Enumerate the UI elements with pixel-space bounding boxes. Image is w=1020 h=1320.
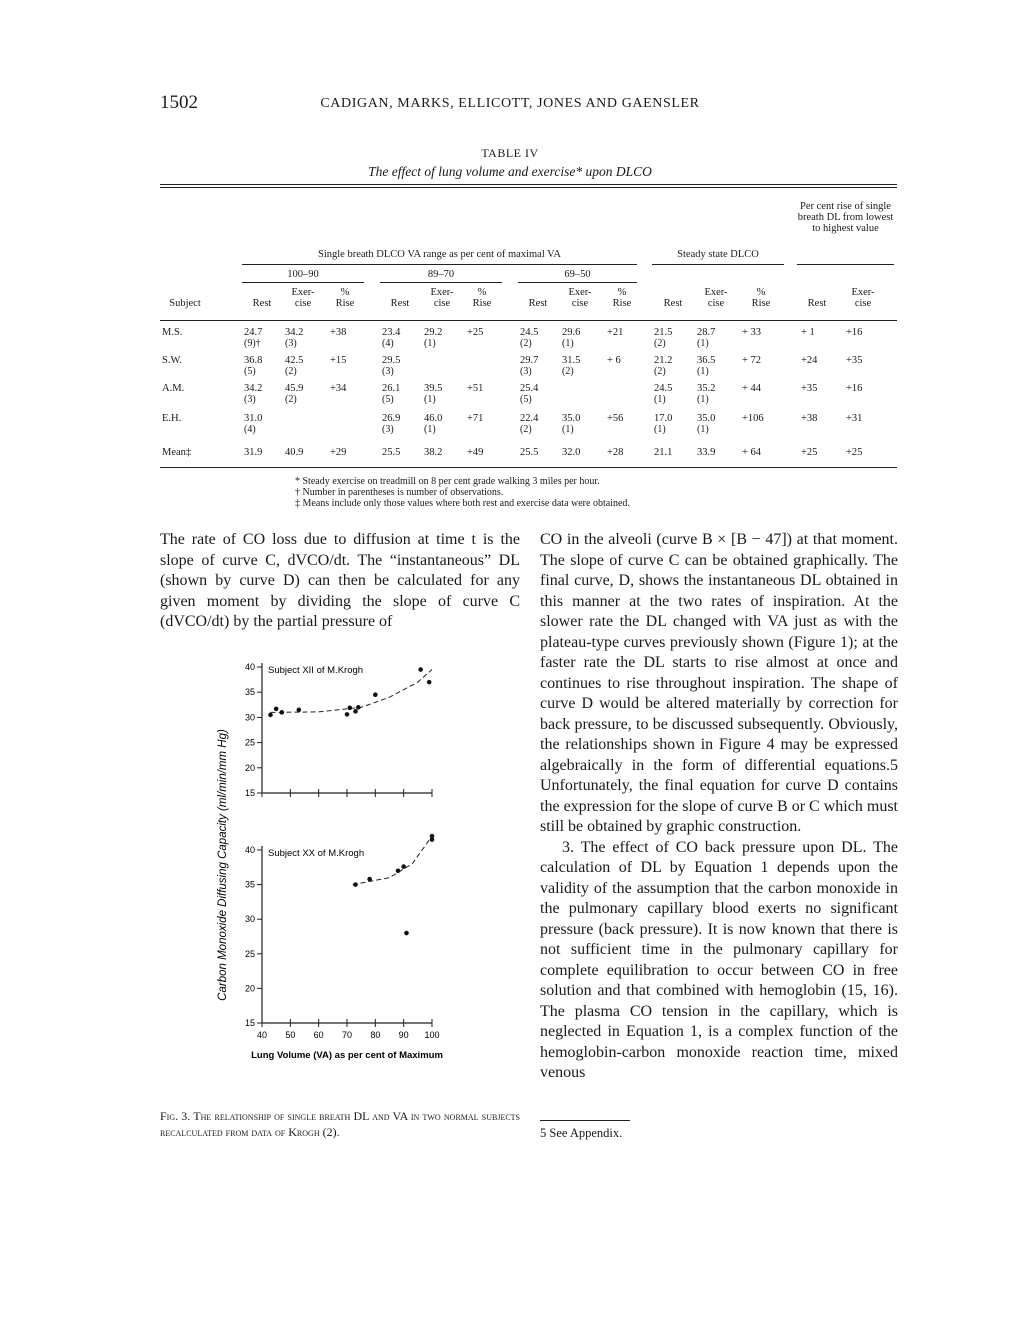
range-header-2: 89–70 [427, 269, 455, 280]
data-point [396, 868, 401, 873]
table-cell [330, 355, 346, 366]
cell-value: 26.1 [382, 383, 401, 394]
range-rule-2 [380, 282, 502, 283]
y-tick-label: 20 [244, 983, 255, 994]
cell-value: 39.5 [424, 383, 443, 394]
table-cell [697, 447, 715, 458]
x-tick-label: 80 [370, 1030, 381, 1040]
table-cell [742, 383, 761, 394]
col-header-exercise: Exer- cise [291, 287, 315, 309]
table-cell [424, 413, 442, 435]
table-top-rule [160, 184, 897, 185]
table-cell [742, 447, 761, 458]
table-cell [424, 447, 442, 458]
table-cell [244, 413, 262, 435]
cell-value: 29.5 [382, 355, 401, 366]
figure-3-chart [200, 655, 500, 1100]
table-cell [846, 355, 862, 366]
table-cell [654, 447, 672, 458]
data-point [356, 705, 361, 710]
cell-value: 29.6 [562, 327, 581, 338]
cell-value: +38 [801, 413, 818, 424]
cell-observations: (3) [520, 366, 532, 377]
table-cell [801, 413, 817, 424]
group-rule-percent [797, 264, 894, 265]
col-header-rise: % Rise [335, 287, 355, 309]
cell-value: +31 [846, 413, 863, 424]
cell-value: 40.9 [285, 447, 304, 458]
cell-value: + 64 [742, 447, 762, 458]
panel-title: Subject XII of M.Krogh [268, 665, 364, 676]
data-point [367, 877, 372, 882]
table-cell [742, 413, 764, 424]
cell-value: 21.1 [654, 447, 673, 458]
cell-value: +71 [467, 413, 484, 424]
cell-observations: (1) [424, 394, 436, 405]
table-cell [697, 327, 715, 349]
x-tick-label: 50 [285, 1030, 296, 1040]
table-cell [607, 447, 623, 458]
group-rule-single [242, 264, 637, 265]
cell-observations: (2) [654, 366, 666, 377]
cell-value: 36.5 [697, 355, 716, 366]
table-cell [562, 447, 580, 458]
cell-value: 32.0 [562, 447, 581, 458]
table-cell [801, 447, 817, 458]
col-header-rise: % Rise [612, 287, 632, 309]
cell-observations: (3) [244, 394, 256, 405]
table-cell [562, 327, 580, 349]
col-header-rest: Rest [663, 298, 683, 309]
cell-value: 38.2 [424, 447, 443, 458]
cell-value: 21.2 [654, 355, 673, 366]
cell-value: +28 [607, 447, 624, 458]
table-cell [330, 383, 346, 394]
table-cell [285, 327, 303, 349]
table-cell [520, 447, 538, 458]
col-header-rise: % Rise [751, 287, 771, 309]
cell-value: +29 [330, 447, 347, 458]
table-cell [244, 355, 262, 377]
table-cell [467, 383, 483, 394]
table-cell [330, 447, 346, 458]
table-cell [846, 447, 862, 458]
cell-observations: (1) [697, 424, 709, 435]
table-cell [285, 355, 303, 377]
table-cell [607, 413, 623, 424]
cell-value: 31.0 [244, 413, 263, 424]
table-cell [562, 413, 580, 435]
data-point [268, 713, 273, 718]
col-header-rest: Rest [807, 298, 827, 309]
table-cell [382, 383, 400, 405]
x-tick-label: 100 [424, 1030, 440, 1040]
row-subject: Mean‡ [162, 447, 192, 458]
cell-value: 35.0 [562, 413, 581, 424]
table-cell [467, 447, 483, 458]
row-subject: A.M. [162, 383, 185, 394]
col-header-subject: Subject [169, 298, 201, 309]
table-cell [801, 355, 817, 366]
cell-value: 24.5 [654, 383, 673, 394]
cell-value: 34.2 [244, 383, 263, 394]
table-cell [607, 355, 621, 366]
table-cell [846, 383, 862, 394]
group-header-single-breath: Single breath DLCO VA range as per cent of maximal VA [317, 249, 561, 260]
cell-value: +16 [846, 383, 863, 394]
cell-observations: (1) [654, 394, 666, 405]
cell-value: +25 [467, 327, 484, 338]
figure-caption-text: Fig. 3. The relationship of single breath DL and VA in two normal subjects recalculated from data of Krogh (2). [160, 1109, 520, 1139]
cell-value: 29.7 [520, 355, 539, 366]
col-header-rest: Rest [528, 298, 548, 309]
right-paragraph-2: 3. The effect of CO back pressure upon DL. The calculation of DL by Equation 1 depends upon the validity of the assumption that the carbon monoxide in the pulmonary capillary blood exerts no significant pressure (back pressure). It is now known that there is not sufficient time in the pulmonary capillary for complete equilibration to occur between CO in free solution and that combined with hemoglobin (15, 16). The plasma CO tension in the capillary, which is neglected in Equation 1, is a complex function of the hemoglobin-carbon monoxide reaction time, mixed venous [540, 838, 898, 1081]
table-cell [801, 383, 817, 394]
table-cell [697, 383, 715, 405]
header-bottom-rule [160, 320, 897, 321]
fit-curve [353, 836, 432, 884]
col-header-exercise: Exer- cise [430, 287, 454, 309]
table-cell [244, 447, 262, 458]
cell-observations: (9)† [244, 338, 261, 349]
x-axis-label: Lung Volume (VA) as per cent of Maximum [251, 1050, 443, 1061]
cell-value: 17.0 [654, 413, 673, 424]
range-rule-1 [242, 282, 364, 283]
cell-value: +34 [330, 383, 347, 394]
y-tick-label: 30 [244, 914, 255, 925]
data-point [353, 709, 358, 714]
col-header-exercise: Exer- cise [568, 287, 592, 309]
table-cell [382, 413, 400, 435]
footnote-rule [540, 1120, 630, 1121]
cell-value: + 6 [607, 355, 621, 366]
cell-value: 29.2 [424, 327, 443, 338]
table-cell [330, 327, 346, 338]
cell-observations: (1) [654, 424, 666, 435]
table-cell [382, 447, 400, 458]
cell-observations: (1) [562, 338, 574, 349]
right-column-text [540, 530, 898, 1084]
group-rule-steady [652, 264, 784, 265]
cell-observations: (2) [520, 424, 532, 435]
data-point [430, 834, 435, 839]
figure-caption [160, 1108, 520, 1140]
cell-observations: (5) [382, 394, 394, 405]
cell-observations: (3) [285, 338, 297, 349]
table-cell [424, 327, 442, 349]
table-footnote: ‡ Means include only those values where both rest and exercise data were obtained. [295, 498, 630, 509]
table-cell [846, 413, 862, 424]
y-tick-label: 35 [244, 879, 255, 890]
right-paragraph-1: CO in the alveoli (curve B × [B − 47]) at that moment. The slope of curve C can be obtained graphically. The final curve, D, shows the instantaneous DL obtained in this manner at the two rates of inspiration. At the slower rate the DL changed with VA just as with the plateau-type curves previously shown (Figure 1); at the faster rate the DL starts to rise almost at once and continues to rise throughout inspiration. The shape of curve D would be altered materially by correction for back pressure, to be discussed subsequently. Obviously, the relationships shown in Figure 4 may be expressed algebraically in the form of differential equations.5 Unfortunately, the final equation for curve D contains the expression for the slope of curve B or C which must still be obtained by graphic construction. [540, 531, 898, 835]
cell-observations: (1) [697, 338, 709, 349]
table-caption: The effect of lung volume and exercise* upon DLCO [368, 164, 652, 179]
data-point [353, 882, 358, 887]
cell-value: 31.5 [562, 355, 581, 366]
cell-value: 34.2 [285, 327, 304, 338]
table-cell [520, 413, 538, 435]
cell-value: 24.5 [520, 327, 539, 338]
x-tick-label: 90 [398, 1030, 409, 1040]
group-header-steady-state: Steady state DLCO [677, 249, 759, 260]
y-tick-label: 30 [244, 712, 255, 723]
cell-observations: (1) [697, 394, 709, 405]
cell-value: 22.4 [520, 413, 539, 424]
cell-value: +24 [801, 355, 818, 366]
y-tick-label: 35 [244, 687, 255, 698]
data-point [345, 712, 350, 717]
cell-value: 23.4 [382, 327, 401, 338]
footnote-5: 5 See Appendix. [540, 1126, 623, 1140]
group-header-percent-rise: Per cent rise of single breath DL from lowest to highest value [797, 201, 894, 234]
data-point [418, 667, 423, 672]
cell-observations: (1) [424, 338, 436, 349]
table-cell [520, 355, 538, 377]
cell-value: 28.7 [697, 327, 716, 338]
x-tick-label: 40 [256, 1030, 268, 1040]
y-tick-label: 15 [244, 1018, 255, 1028]
y-axis-label: Carbon Monoxide Diffusing Capacity (ml/min/mm Hg) [217, 729, 229, 1001]
cell-observations: (2) [285, 366, 297, 377]
table-footnote: † Number in parentheses is number of observations. [295, 487, 504, 498]
table-cell [467, 327, 483, 338]
table-cell [654, 413, 672, 435]
x-tick-label: 60 [313, 1030, 324, 1040]
cell-value: +35 [846, 355, 863, 366]
cell-observations: (1) [562, 424, 574, 435]
cell-value: +25 [846, 447, 863, 458]
cell-value: + 44 [742, 383, 762, 394]
table-cell [846, 327, 862, 338]
table-cell [520, 327, 538, 349]
data-point [427, 680, 432, 685]
page-number: 1502 [160, 92, 198, 113]
table-cell [697, 355, 715, 377]
table-cell [742, 355, 761, 366]
range-rule-3 [518, 282, 637, 283]
cell-value: + 1 [801, 327, 815, 338]
data-point [373, 692, 378, 697]
table-label: TABLE IV [481, 146, 539, 160]
cell-value: +15 [330, 355, 347, 366]
row-subject: E.H. [162, 413, 182, 424]
cell-value: +38 [330, 327, 347, 338]
table-cell [654, 355, 672, 377]
cell-value: + 33 [742, 327, 762, 338]
y-tick-label: 20 [244, 762, 255, 773]
cell-value: 35.0 [697, 413, 716, 424]
y-tick-label: 25 [244, 737, 255, 748]
cell-value: 42.5 [285, 355, 304, 366]
panel-title: Subject XX of M.Krogh [268, 848, 365, 859]
cell-value: +35 [801, 383, 818, 394]
cell-value: +21 [607, 327, 624, 338]
cell-value: +106 [742, 413, 764, 424]
cell-observations: (2) [654, 338, 666, 349]
table-cell [697, 413, 715, 435]
cell-value: 25.4 [520, 383, 539, 394]
cell-observations: (5) [244, 366, 256, 377]
y-tick-label: 40 [244, 662, 255, 672]
table-cell [285, 383, 303, 405]
table-cell [285, 447, 303, 458]
table-bottom-rule [160, 467, 897, 468]
data-point [297, 708, 302, 713]
table-cell [382, 355, 400, 377]
table-cell [562, 355, 580, 377]
data-point [404, 931, 409, 936]
range-header-3: 69–50 [564, 269, 591, 280]
data-point [274, 707, 279, 712]
cell-value: 25.5 [382, 447, 401, 458]
left-paragraph: The rate of CO loss due to diffusion at time t is the slope of curve C, dVCO/dt. The “instantaneous” DL (shown by curve D) can then be calculated for any given moment by dividing the slope of curve C (dVCO/dt) by the partial pressure of [160, 531, 520, 630]
cell-observations: (1) [697, 366, 709, 377]
cell-observations: (4) [382, 338, 394, 349]
table-cell [244, 327, 262, 349]
cell-value: 25.5 [520, 447, 539, 458]
data-point [280, 710, 285, 715]
table-cell [801, 327, 815, 338]
y-tick-label: 25 [244, 948, 255, 959]
table-cell [467, 413, 483, 424]
col-header-exercise: Exer- cise [851, 287, 875, 309]
cell-observations: (2) [562, 366, 574, 377]
table-cell [654, 383, 672, 405]
col-header-rest: Rest [390, 298, 410, 309]
table-cell [607, 327, 623, 338]
cell-value: +49 [467, 447, 484, 458]
running-head: CADIGAN, MARKS, ELLICOTT, JONES AND GAENSLER [320, 96, 700, 111]
row-subject: M.S. [162, 327, 183, 338]
cell-value: 46.0 [424, 413, 443, 424]
table-cell [654, 327, 672, 349]
col-header-rise: % Rise [472, 287, 492, 309]
range-header-1: 100–90 [287, 269, 319, 280]
cell-observations: (4) [244, 424, 256, 435]
cell-observations: (1) [424, 424, 436, 435]
data-point [401, 864, 406, 869]
x-tick-label: 70 [341, 1030, 353, 1040]
cell-observations: (3) [382, 424, 394, 435]
row-subject: S.W. [162, 355, 183, 366]
cell-observations: (2) [520, 338, 532, 349]
cell-value: 36.8 [244, 355, 263, 366]
y-tick-label: 40 [244, 845, 255, 855]
table-cell [244, 383, 262, 405]
cell-observations: (5) [520, 394, 532, 405]
y-tick-label: 15 [244, 788, 255, 798]
table-cell [742, 327, 761, 338]
table-cell [520, 383, 538, 405]
table-cell [424, 383, 442, 405]
cell-value: 24.7 [244, 327, 263, 338]
cell-observations: (3) [382, 366, 394, 377]
data-point [348, 706, 353, 711]
col-header-exercise: Exer- cise [704, 287, 728, 309]
cell-value: 21.5 [654, 327, 673, 338]
col-header-rest: Rest [252, 298, 272, 309]
cell-value: 33.9 [697, 447, 716, 458]
table-footnote: * Steady exercise on treadmill on 8 per cent grade walking 3 miles per hour. [295, 476, 600, 487]
cell-value: +51 [467, 383, 484, 394]
cell-value: + 72 [742, 355, 762, 366]
cell-value: 35.2 [697, 383, 716, 394]
cell-value: +25 [801, 447, 818, 458]
table-cell [382, 327, 400, 349]
cell-value: +16 [846, 327, 863, 338]
cell-value: 26.9 [382, 413, 401, 424]
table-top-rule-2 [160, 187, 897, 188]
cell-value: 45.9 [285, 383, 304, 394]
cell-value: 31.9 [244, 447, 263, 458]
cell-value: +56 [607, 413, 624, 424]
cell-observations: (2) [285, 394, 297, 405]
left-column-text [160, 530, 520, 633]
